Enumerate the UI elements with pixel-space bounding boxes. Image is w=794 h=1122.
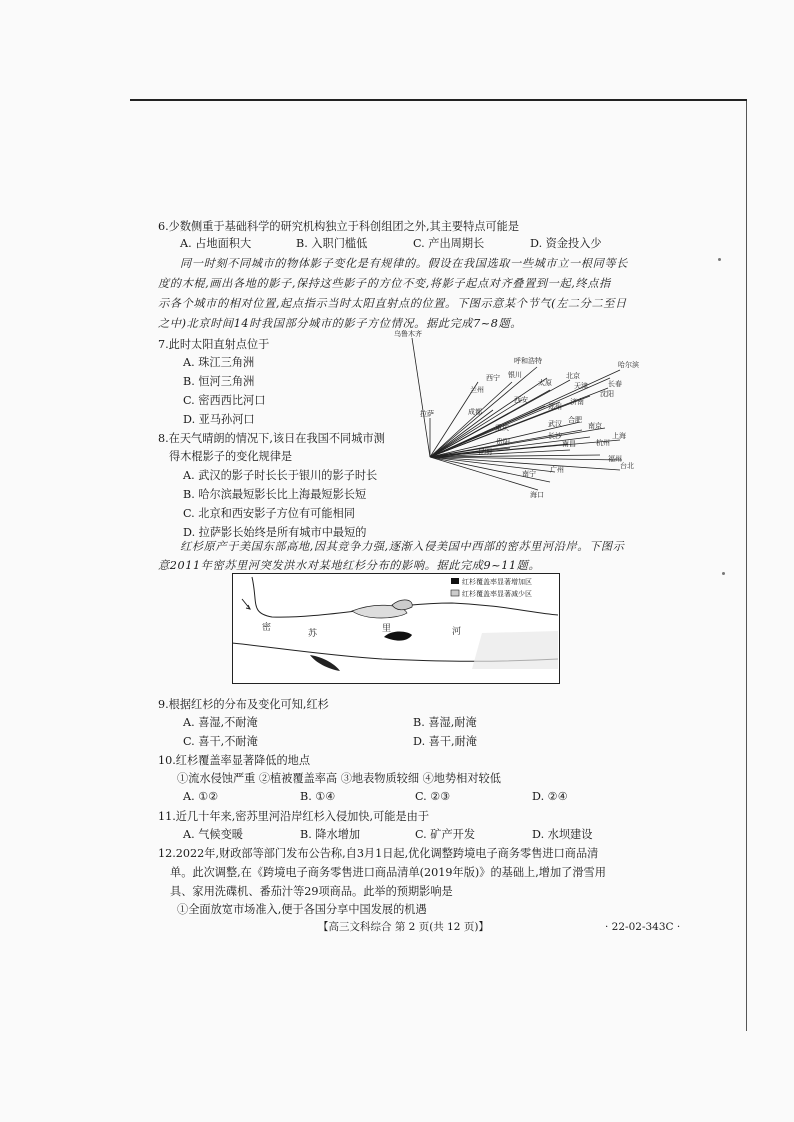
label-hefei: 合肥 [568,416,582,424]
label-chengdu: 成都 [468,408,482,416]
q11-option-c: C. 矿产开发 [415,828,476,841]
label-chongqing: 重庆 [495,424,509,432]
q7-option-a: A. 珠江三角洲 [183,356,255,369]
q10-option-c: C. ②③ [415,790,451,803]
material1-line1: 同一时刻不同城市的物体影子变化是有规律的。假设在我国选取一些城市立一根同等长 [180,257,628,270]
q11-option-a: A. 气候变暖 [183,828,243,841]
q9-option-c: C. 喜干,不耐淹 [183,735,258,748]
river-gray-area [472,631,558,669]
label-taipei: 台北 [620,462,634,470]
river-map-figure [232,573,560,684]
q8-option-a: A. 武汉的影子时长长于银川的影子时长 [183,469,378,482]
q8-stem-line2: 得木棍影子的变化规律是 [169,450,293,463]
q10-items: ①流水侵蚀严重 ②植被覆盖率高 ③地表物质较细 ④地势相对较低 [177,772,501,785]
label-shanghai: 上海 [612,432,626,440]
label-nanjing: 南京 [588,422,602,430]
river-label-4: 河 [452,627,462,637]
q6-stem: 6.少数侧重于基础科学的研究机构独立于科创组团之外,其主要特点可能是 [158,220,520,233]
label-guangzhou: 广州 [550,466,564,474]
q8-stem-line1: 8.在天气晴朗的情况下,该日在我国不同城市测 [158,432,385,445]
label-nanning: 南宁 [522,470,536,478]
q7-option-d: D. 亚马孙河口 [183,413,255,426]
river-label-1: 密 [262,623,272,633]
label-lhasa: 拉萨 [420,410,434,418]
q11-option-b: B. 降水增加 [300,828,361,841]
q11-option-d: D. 水坝建设 [532,828,593,841]
q12-line2: 单。此次调整,在《跨境电子商务零售进口商品清单(2019年版)》的基础上,增加了滑雪用 [170,866,606,879]
q9-stem: 9.根据红杉的分布及变化可知,红杉 [158,698,329,711]
scan-speck [722,572,725,575]
material2-line2: 意2011年密苏里河突发洪水对某地红杉分布的影响。据此完成9~11题。 [158,559,541,572]
q12-line1: 12.2022年,财政部等部门发布公告称,自3月1日起,优化调整跨境电子商务零售进口商品清 [158,847,599,860]
q8-option-d: D. 拉萨影长始终是所有城市中最短的 [183,526,367,539]
q10-stem: 10.红杉覆盖率显著降低的地点 [158,754,311,767]
q6-option-b: B. 入职门槛低 [296,237,368,250]
label-taiyuan: 太原 [538,379,552,387]
label-guiyang: 贵阳 [496,438,510,446]
label-harbin: 哈尔滨 [618,361,639,369]
q6-option-d: D. 资金投入少 [530,237,602,250]
river-label-2: 苏 [308,629,318,639]
q12-line3: 具、家用洗碟机、番茄汁等29项商品。此举的预期影响是 [170,885,453,898]
label-jinan: 济南 [570,398,584,406]
label-hangzhou: 杭州 [596,439,610,447]
material1-line2: 度的木棍,画出各地的影子,保持这些影子的方位不变,将影子起点对齐叠置到一起,终点指 [158,277,611,290]
label-shenyang: 沈阳 [600,390,614,398]
legend-decrease-swatch [451,590,459,596]
legend-increase-swatch [451,578,459,584]
scan-speck [718,258,721,261]
q12-option-1: ①全面放宽市场准入,便于各国分享中国发展的机遇 [177,903,427,916]
label-beijing: 北京 [566,372,580,380]
label-changsha: 长沙 [548,432,562,440]
q10-option-b: B. ①④ [300,790,336,803]
material1-line3: 示各个城市的相对位置,起点指示当时太阳直射点的位置。下图示意某个节气(左二分二至日 [158,297,627,310]
q7-option-b: B. 恒河三角洲 [183,375,255,388]
label-haikou: 海口 [530,491,544,499]
page-footer-right: · 22-02-343C · [605,921,681,933]
q7-stem: 7.此时太阳直射点位于 [158,338,270,351]
legend-increase-label: 红杉覆盖率显著增加区 [462,578,532,586]
page-right-rule [746,101,747,1031]
label-lanzhou: 兰州 [470,386,484,394]
material2-line1: 红杉原产于美国东部高地,因其竞争力强,逐渐入侵美国中西部的密苏里河沿岸。下图示 [180,540,625,553]
q8-option-c: C. 北京和西安影子方位有可能相同 [183,507,355,520]
label-tianjin: 天津 [574,382,588,390]
label-hohhot: 呼和浩特 [514,357,542,365]
q10-option-a: A. ①② [183,790,219,803]
label-yinchuan: 银川 [508,371,522,379]
q9-option-d: D. 喜干,耐淹 [413,735,477,748]
label-xian: 西安 [514,396,528,404]
label-zhengzhou: 郑州 [548,403,562,411]
q11-stem: 11.近几十年来,密苏里河沿岸红杉入侵加快,可能是由于 [158,810,430,823]
legend-decrease-label: 红杉覆盖率显著减少区 [462,590,532,598]
label-nanchang: 南昌 [562,440,576,448]
shadow-direction-figure [390,330,750,520]
label-wuhan: 武汉 [548,420,562,428]
label-fuzhou: 福州 [608,455,622,463]
river-label-3: 里 [382,624,392,634]
q9-option-b: B. 喜湿,耐淹 [413,716,477,729]
label-urumqi: 乌鲁木齐 [394,330,422,338]
page-footer-left: 【高三文科综合 第 2 页(共 12 页)】 [318,921,489,933]
page-top-rule [130,99,747,101]
q6-option-a: A. 占地面积大 [180,237,252,250]
q10-option-d: D. ②④ [532,790,568,803]
q8-option-b: B. 哈尔滨最短影长比上海最短影长短 [183,488,367,501]
q6-option-c: C. 产出周期长 [413,237,485,250]
label-kunming: 昆明 [478,448,492,456]
q9-option-a: A. 喜湿,不耐淹 [183,716,258,729]
material1-line4: 之中)北京时间14时我国部分城市的影子方位情况。据此完成7~8题。 [158,317,523,330]
label-xining: 西宁 [486,374,500,382]
q7-option-c: C. 密西西比河口 [183,394,266,407]
label-changchun: 长春 [608,380,622,388]
